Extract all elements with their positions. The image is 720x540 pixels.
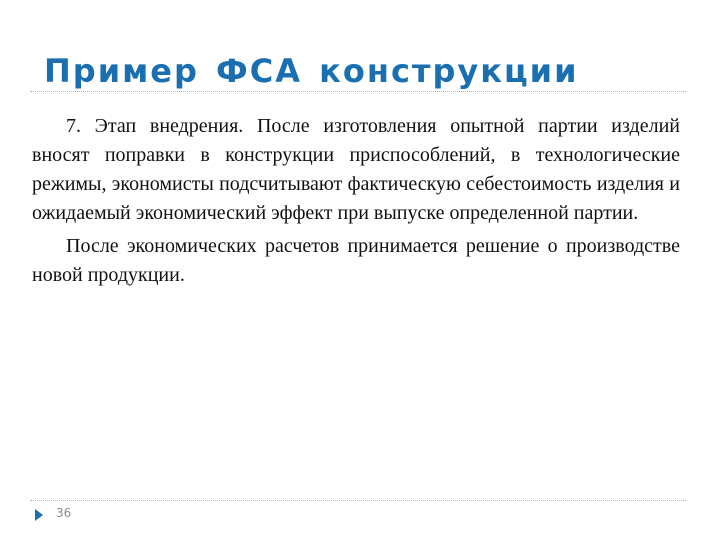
slide-title: Пример ФСА конструкции <box>44 52 579 90</box>
page-number: 36 <box>56 506 72 520</box>
paragraph-stage-7: 7. Этап внедрения. После изготовления опытной партии изделий вносят поправки в конструкции приспособлений, в технологические режимы, экономисты подсчитывают фактическую себестоимость изделия и ожидаемый экономический эффект при выпуске определенной партии. <box>32 115 680 224</box>
slide-body <box>32 112 680 294</box>
footer-divider <box>30 500 686 501</box>
paragraph-decision: После экономических расчетов принимается решение о производстве новой продукции. <box>32 235 680 286</box>
triangle-bullet-icon <box>35 509 43 521</box>
title-divider <box>30 91 686 92</box>
